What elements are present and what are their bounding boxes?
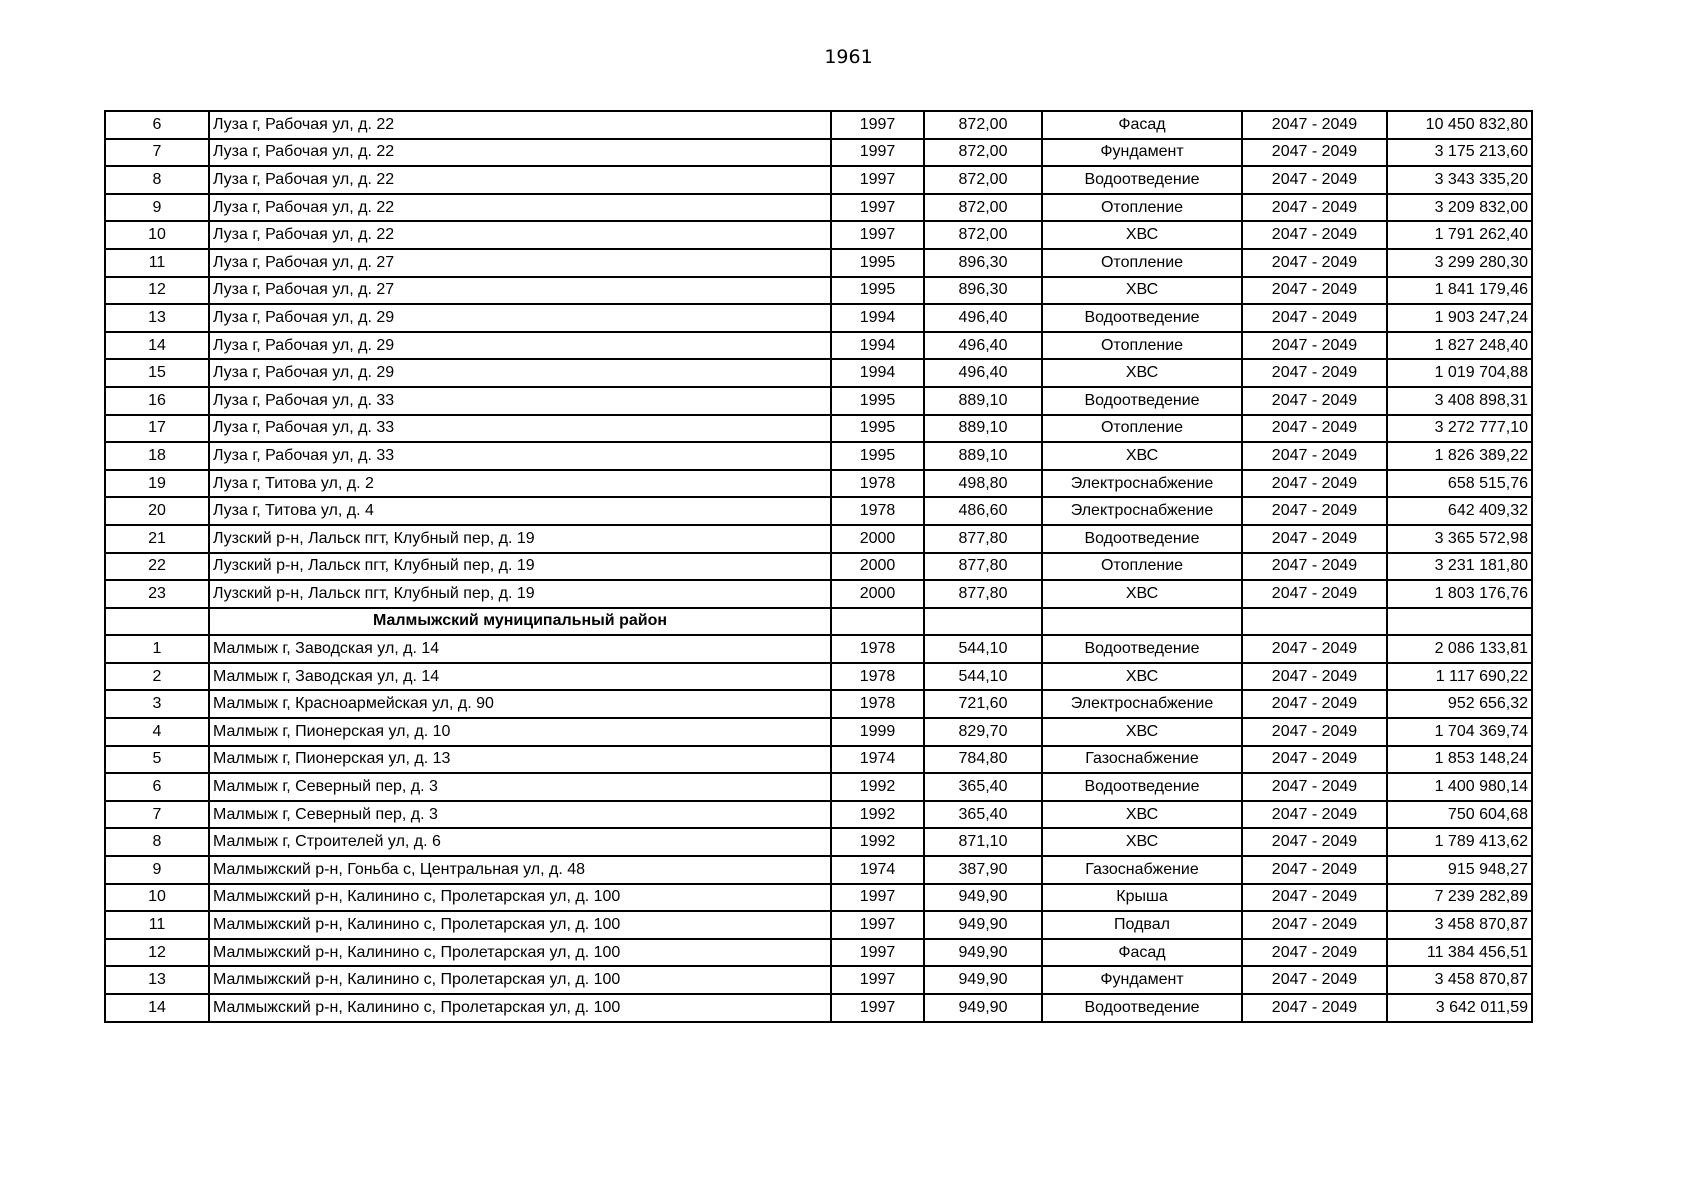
row-number-cell: 16 bbox=[105, 387, 209, 415]
period-cell: 2047 - 2049 bbox=[1242, 773, 1387, 801]
work-type-cell: ХВС bbox=[1042, 221, 1242, 249]
work-type-cell: ХВС bbox=[1042, 718, 1242, 746]
period-cell: 2047 - 2049 bbox=[1242, 442, 1387, 470]
work-type-cell: Водоотведение bbox=[1042, 304, 1242, 332]
build-year-cell: 1974 bbox=[831, 856, 924, 884]
cost-cell: 915 948,27 bbox=[1387, 856, 1532, 884]
area-cell: 896,30 bbox=[924, 249, 1042, 277]
area-cell: 496,40 bbox=[924, 304, 1042, 332]
area-cell: 877,80 bbox=[924, 525, 1042, 553]
table-row bbox=[105, 442, 1532, 470]
period-cell: 2047 - 2049 bbox=[1242, 746, 1387, 774]
table-row bbox=[105, 415, 1532, 443]
row-number-cell: 14 bbox=[105, 994, 209, 1022]
build-year-cell: 1995 bbox=[831, 277, 924, 305]
area-cell: 872,00 bbox=[924, 221, 1042, 249]
cost-cell: 3 209 832,00 bbox=[1387, 194, 1532, 222]
work-type-cell: Водоотведение bbox=[1042, 994, 1242, 1022]
table-row bbox=[105, 387, 1532, 415]
work-type-cell: Фундамент bbox=[1042, 139, 1242, 167]
cost-cell: 3 365 572,98 bbox=[1387, 525, 1532, 553]
area-cell: 387,90 bbox=[924, 856, 1042, 884]
cost-cell: 658 515,76 bbox=[1387, 470, 1532, 498]
area-cell: 889,10 bbox=[924, 387, 1042, 415]
build-year-cell: 1999 bbox=[831, 718, 924, 746]
work-type-cell: Газоснабжение bbox=[1042, 746, 1242, 774]
period-cell: 2047 - 2049 bbox=[1242, 111, 1387, 139]
work-type-cell: Водоотведение bbox=[1042, 166, 1242, 194]
area-cell: 896,30 bbox=[924, 277, 1042, 305]
row-number-cell: 22 bbox=[105, 553, 209, 581]
cost-cell: 1 841 179,46 bbox=[1387, 277, 1532, 305]
cost-cell: 1 791 262,40 bbox=[1387, 221, 1532, 249]
build-year-cell: 1997 bbox=[831, 111, 924, 139]
row-number-cell: 19 bbox=[105, 470, 209, 498]
table-row bbox=[105, 525, 1532, 553]
work-type-cell: Отопление bbox=[1042, 415, 1242, 443]
table-row bbox=[105, 939, 1532, 967]
area-cell: 829,70 bbox=[924, 718, 1042, 746]
section-header-row bbox=[105, 608, 1532, 636]
table-row bbox=[105, 884, 1532, 912]
area-cell: 365,40 bbox=[924, 801, 1042, 829]
build-year-cell: 1995 bbox=[831, 387, 924, 415]
address-cell: Луза г, Рабочая ул, д. 29 bbox=[209, 304, 831, 332]
work-type-cell: Водоотведение bbox=[1042, 387, 1242, 415]
capital-repair-table bbox=[104, 110, 1533, 1023]
cost-cell: 7 239 282,89 bbox=[1387, 884, 1532, 912]
row-number-cell: 3 bbox=[105, 690, 209, 718]
cost-cell: 3 458 870,87 bbox=[1387, 966, 1532, 994]
build-year-cell: 1978 bbox=[831, 497, 924, 525]
build-year-cell: 1994 bbox=[831, 304, 924, 332]
period-cell: 2047 - 2049 bbox=[1242, 580, 1387, 608]
build-year-cell: 1992 bbox=[831, 773, 924, 801]
row-number-cell: 23 bbox=[105, 580, 209, 608]
work-type-cell: Фасад bbox=[1042, 939, 1242, 967]
cost-cell: 1 903 247,24 bbox=[1387, 304, 1532, 332]
table-row bbox=[105, 966, 1532, 994]
period-cell: 2047 - 2049 bbox=[1242, 884, 1387, 912]
build-year-cell: 1978 bbox=[831, 470, 924, 498]
area-cell: 872,00 bbox=[924, 166, 1042, 194]
table-row bbox=[105, 304, 1532, 332]
table-row bbox=[105, 773, 1532, 801]
work-type-cell: Крыша bbox=[1042, 884, 1242, 912]
cost-cell: 1 117 690,22 bbox=[1387, 663, 1532, 691]
area-cell bbox=[924, 608, 1042, 636]
table-row bbox=[105, 359, 1532, 387]
table-row bbox=[105, 221, 1532, 249]
area-cell: 872,00 bbox=[924, 194, 1042, 222]
build-year-cell: 1995 bbox=[831, 442, 924, 470]
period-cell: 2047 - 2049 bbox=[1242, 139, 1387, 167]
address-cell: Малмыж г, Строителей ул, д. 6 bbox=[209, 828, 831, 856]
address-cell: Малмыжский р-н, Калинино с, Пролетарская ул, д. 100 bbox=[209, 911, 831, 939]
period-cell: 2047 - 2049 bbox=[1242, 415, 1387, 443]
cost-cell: 3 272 777,10 bbox=[1387, 415, 1532, 443]
work-type-cell bbox=[1042, 608, 1242, 636]
row-number-cell: 15 bbox=[105, 359, 209, 387]
period-cell: 2047 - 2049 bbox=[1242, 856, 1387, 884]
address-cell: Луза г, Рабочая ул, д. 22 bbox=[209, 111, 831, 139]
area-cell: 784,80 bbox=[924, 746, 1042, 774]
cost-cell: 2 086 133,81 bbox=[1387, 635, 1532, 663]
row-number-cell: 12 bbox=[105, 277, 209, 305]
cost-cell: 1 853 148,24 bbox=[1387, 746, 1532, 774]
address-cell: Малмыжский р-н, Гоньба с, Центральная ул, д. 48 bbox=[209, 856, 831, 884]
address-cell: Луза г, Рабочая ул, д. 27 bbox=[209, 277, 831, 305]
work-type-cell: ХВС bbox=[1042, 580, 1242, 608]
address-cell: Лузский р-н, Лальск пгт, Клубный пер, д. 19 bbox=[209, 580, 831, 608]
table-row bbox=[105, 994, 1532, 1022]
address-cell: Лузский р-н, Лальск пгт, Клубный пер, д. 19 bbox=[209, 553, 831, 581]
cost-cell: 3 408 898,31 bbox=[1387, 387, 1532, 415]
build-year-cell: 1997 bbox=[831, 884, 924, 912]
build-year-cell: 1997 bbox=[831, 221, 924, 249]
period-cell: 2047 - 2049 bbox=[1242, 828, 1387, 856]
area-cell: 877,80 bbox=[924, 553, 1042, 581]
cost-cell: 1 400 980,14 bbox=[1387, 773, 1532, 801]
period-cell: 2047 - 2049 bbox=[1242, 470, 1387, 498]
work-type-cell: Фасад bbox=[1042, 111, 1242, 139]
row-number-cell: 5 bbox=[105, 746, 209, 774]
address-cell: Луза г, Титова ул, д. 4 bbox=[209, 497, 831, 525]
build-year-cell: 1992 bbox=[831, 828, 924, 856]
table-row bbox=[105, 249, 1532, 277]
work-type-cell: ХВС bbox=[1042, 277, 1242, 305]
table-row bbox=[105, 194, 1532, 222]
address-cell: Малмыж г, Заводская ул, д. 14 bbox=[209, 663, 831, 691]
period-cell: 2047 - 2049 bbox=[1242, 332, 1387, 360]
period-cell: 2047 - 2049 bbox=[1242, 939, 1387, 967]
row-number-cell: 9 bbox=[105, 194, 209, 222]
area-cell: 949,90 bbox=[924, 939, 1042, 967]
table-row bbox=[105, 332, 1532, 360]
build-year-cell: 1994 bbox=[831, 332, 924, 360]
period-cell: 2047 - 2049 bbox=[1242, 221, 1387, 249]
row-number-cell: 13 bbox=[105, 966, 209, 994]
row-number-cell: 7 bbox=[105, 139, 209, 167]
period-cell: 2047 - 2049 bbox=[1242, 304, 1387, 332]
work-type-cell: Отопление bbox=[1042, 332, 1242, 360]
build-year-cell: 1978 bbox=[831, 635, 924, 663]
table-row bbox=[105, 580, 1532, 608]
build-year-cell: 1995 bbox=[831, 415, 924, 443]
area-cell: 365,40 bbox=[924, 773, 1042, 801]
table-row bbox=[105, 277, 1532, 305]
period-cell: 2047 - 2049 bbox=[1242, 249, 1387, 277]
cost-cell: 1 789 413,62 bbox=[1387, 828, 1532, 856]
period-cell: 2047 - 2049 bbox=[1242, 525, 1387, 553]
row-number-cell: 8 bbox=[105, 828, 209, 856]
build-year-cell: 1994 bbox=[831, 359, 924, 387]
table-body bbox=[105, 111, 1532, 1022]
row-number-cell bbox=[105, 608, 209, 636]
row-number-cell: 10 bbox=[105, 884, 209, 912]
area-cell: 544,10 bbox=[924, 635, 1042, 663]
build-year-cell: 1997 bbox=[831, 994, 924, 1022]
area-cell: 877,80 bbox=[924, 580, 1042, 608]
area-cell: 949,90 bbox=[924, 884, 1042, 912]
row-number-cell: 1 bbox=[105, 635, 209, 663]
address-cell: Малмыжский р-н, Калинино с, Пролетарская ул, д. 100 bbox=[209, 884, 831, 912]
period-cell: 2047 - 2049 bbox=[1242, 277, 1387, 305]
cost-cell: 3 458 870,87 bbox=[1387, 911, 1532, 939]
work-type-cell: Отопление bbox=[1042, 553, 1242, 581]
build-year-cell: 1997 bbox=[831, 139, 924, 167]
address-cell: Луза г, Рабочая ул, д. 22 bbox=[209, 166, 831, 194]
table-row bbox=[105, 166, 1532, 194]
area-cell: 889,10 bbox=[924, 415, 1042, 443]
work-type-cell: Фундамент bbox=[1042, 966, 1242, 994]
address-cell: Луза г, Рабочая ул, д. 33 bbox=[209, 387, 831, 415]
period-cell: 2047 - 2049 bbox=[1242, 690, 1387, 718]
area-cell: 949,90 bbox=[924, 994, 1042, 1022]
cost-cell: 3 343 335,20 bbox=[1387, 166, 1532, 194]
work-type-cell: Электроснабжение bbox=[1042, 690, 1242, 718]
build-year-cell: 1997 bbox=[831, 166, 924, 194]
period-cell: 2047 - 2049 bbox=[1242, 718, 1387, 746]
work-type-cell: ХВС bbox=[1042, 442, 1242, 470]
page-number: 1961 bbox=[824, 46, 873, 68]
address-cell: Малмыж г, Заводская ул, д. 14 bbox=[209, 635, 831, 663]
table-row bbox=[105, 690, 1532, 718]
build-year-cell: 1992 bbox=[831, 801, 924, 829]
period-cell: 2047 - 2049 bbox=[1242, 635, 1387, 663]
area-cell: 498,80 bbox=[924, 470, 1042, 498]
table-row bbox=[105, 139, 1532, 167]
build-year-cell: 2000 bbox=[831, 580, 924, 608]
period-cell: 2047 - 2049 bbox=[1242, 359, 1387, 387]
table-row bbox=[105, 801, 1532, 829]
area-cell: 949,90 bbox=[924, 966, 1042, 994]
area-cell: 949,90 bbox=[924, 911, 1042, 939]
table-row bbox=[105, 663, 1532, 691]
address-cell: Луза г, Рабочая ул, д. 33 bbox=[209, 442, 831, 470]
cost-cell: 3 231 181,80 bbox=[1387, 553, 1532, 581]
build-year-cell: 1978 bbox=[831, 663, 924, 691]
work-type-cell: Электроснабжение bbox=[1042, 470, 1242, 498]
table-row bbox=[105, 746, 1532, 774]
build-year-cell: 1997 bbox=[831, 939, 924, 967]
cost-cell: 750 604,68 bbox=[1387, 801, 1532, 829]
address-cell: Малмыж г, Северный пер, д. 3 bbox=[209, 801, 831, 829]
row-number-cell: 17 bbox=[105, 415, 209, 443]
period-cell: 2047 - 2049 bbox=[1242, 387, 1387, 415]
address-cell: Малмыжский р-н, Калинино с, Пролетарская ул, д. 100 bbox=[209, 939, 831, 967]
table-row bbox=[105, 635, 1532, 663]
row-number-cell: 11 bbox=[105, 249, 209, 277]
area-cell: 496,40 bbox=[924, 359, 1042, 387]
cost-cell: 1 803 176,76 bbox=[1387, 580, 1532, 608]
address-cell: Малмыжский р-н, Калинино с, Пролетарская ул, д. 100 bbox=[209, 994, 831, 1022]
period-cell: 2047 - 2049 bbox=[1242, 553, 1387, 581]
cost-cell: 3 299 280,30 bbox=[1387, 249, 1532, 277]
area-cell: 496,40 bbox=[924, 332, 1042, 360]
period-cell: 2047 - 2049 bbox=[1242, 497, 1387, 525]
table-row bbox=[105, 111, 1532, 139]
address-cell: Луза г, Рабочая ул, д. 22 bbox=[209, 194, 831, 222]
cost-cell: 952 656,32 bbox=[1387, 690, 1532, 718]
cost-cell bbox=[1387, 608, 1532, 636]
build-year-cell: 1974 bbox=[831, 746, 924, 774]
work-type-cell: Подвал bbox=[1042, 911, 1242, 939]
area-cell: 486,60 bbox=[924, 497, 1042, 525]
period-cell: 2047 - 2049 bbox=[1242, 994, 1387, 1022]
section-title: Малмыжский муниципальный район bbox=[209, 608, 831, 636]
area-cell: 872,00 bbox=[924, 139, 1042, 167]
row-number-cell: 12 bbox=[105, 939, 209, 967]
cost-cell: 1 826 389,22 bbox=[1387, 442, 1532, 470]
address-cell: Луза г, Рабочая ул, д. 22 bbox=[209, 221, 831, 249]
period-cell: 2047 - 2049 bbox=[1242, 663, 1387, 691]
build-year-cell: 1997 bbox=[831, 194, 924, 222]
work-type-cell: Отопление bbox=[1042, 249, 1242, 277]
address-cell: Малмыж г, Северный пер, д. 3 bbox=[209, 773, 831, 801]
cost-cell: 1 704 369,74 bbox=[1387, 718, 1532, 746]
period-cell: 2047 - 2049 bbox=[1242, 911, 1387, 939]
row-number-cell: 18 bbox=[105, 442, 209, 470]
table-row bbox=[105, 828, 1532, 856]
cost-cell: 11 384 456,51 bbox=[1387, 939, 1532, 967]
address-cell: Луза г, Титова ул, д. 2 bbox=[209, 470, 831, 498]
row-number-cell: 6 bbox=[105, 111, 209, 139]
row-number-cell: 20 bbox=[105, 497, 209, 525]
area-cell: 872,00 bbox=[924, 111, 1042, 139]
table-row bbox=[105, 718, 1532, 746]
cost-cell: 1 019 704,88 bbox=[1387, 359, 1532, 387]
work-type-cell: Электроснабжение bbox=[1042, 497, 1242, 525]
area-cell: 871,10 bbox=[924, 828, 1042, 856]
row-number-cell: 14 bbox=[105, 332, 209, 360]
address-cell: Малмыж г, Пионерская ул, д. 10 bbox=[209, 718, 831, 746]
work-type-cell: Отопление bbox=[1042, 194, 1242, 222]
build-year-cell: 1995 bbox=[831, 249, 924, 277]
work-type-cell: Газоснабжение bbox=[1042, 856, 1242, 884]
cost-cell: 3 175 213,60 bbox=[1387, 139, 1532, 167]
work-type-cell: ХВС bbox=[1042, 359, 1242, 387]
work-type-cell: Водоотведение bbox=[1042, 635, 1242, 663]
period-cell bbox=[1242, 608, 1387, 636]
row-number-cell: 4 bbox=[105, 718, 209, 746]
build-year-cell bbox=[831, 608, 924, 636]
build-year-cell: 2000 bbox=[831, 553, 924, 581]
address-cell: Малмыжский р-н, Калинино с, Пролетарская ул, д. 100 bbox=[209, 966, 831, 994]
address-cell: Луза г, Рабочая ул, д. 29 bbox=[209, 332, 831, 360]
row-number-cell: 9 bbox=[105, 856, 209, 884]
area-cell: 544,10 bbox=[924, 663, 1042, 691]
row-number-cell: 2 bbox=[105, 663, 209, 691]
address-cell: Луза г, Рабочая ул, д. 27 bbox=[209, 249, 831, 277]
table-row bbox=[105, 911, 1532, 939]
row-number-cell: 6 bbox=[105, 773, 209, 801]
table-row bbox=[105, 470, 1532, 498]
work-type-cell: ХВС bbox=[1042, 828, 1242, 856]
period-cell: 2047 - 2049 bbox=[1242, 966, 1387, 994]
work-type-cell: Водоотведение bbox=[1042, 773, 1242, 801]
address-cell: Луза г, Рабочая ул, д. 22 bbox=[209, 139, 831, 167]
row-number-cell: 13 bbox=[105, 304, 209, 332]
cost-cell: 642 409,32 bbox=[1387, 497, 1532, 525]
cost-cell: 1 827 248,40 bbox=[1387, 332, 1532, 360]
period-cell: 2047 - 2049 bbox=[1242, 194, 1387, 222]
address-cell: Луза г, Рабочая ул, д. 33 bbox=[209, 415, 831, 443]
build-year-cell: 1997 bbox=[831, 966, 924, 994]
row-number-cell: 10 bbox=[105, 221, 209, 249]
row-number-cell: 11 bbox=[105, 911, 209, 939]
area-cell: 721,60 bbox=[924, 690, 1042, 718]
work-type-cell: ХВС bbox=[1042, 801, 1242, 829]
cost-cell: 10 450 832,80 bbox=[1387, 111, 1532, 139]
work-type-cell: ХВС bbox=[1042, 663, 1242, 691]
row-number-cell: 8 bbox=[105, 166, 209, 194]
address-cell: Луза г, Рабочая ул, д. 29 bbox=[209, 359, 831, 387]
build-year-cell: 2000 bbox=[831, 525, 924, 553]
work-type-cell: Водоотведение bbox=[1042, 525, 1242, 553]
address-cell: Малмыж г, Пионерская ул, д. 13 bbox=[209, 746, 831, 774]
address-cell: Лузский р-н, Лальск пгт, Клубный пер, д. 19 bbox=[209, 525, 831, 553]
row-number-cell: 21 bbox=[105, 525, 209, 553]
cost-cell: 3 642 011,59 bbox=[1387, 994, 1532, 1022]
period-cell: 2047 - 2049 bbox=[1242, 166, 1387, 194]
table-row bbox=[105, 553, 1532, 581]
table-row bbox=[105, 856, 1532, 884]
period-cell: 2047 - 2049 bbox=[1242, 801, 1387, 829]
area-cell: 889,10 bbox=[924, 442, 1042, 470]
address-cell: Малмыж г, Красноармейская ул, д. 90 bbox=[209, 690, 831, 718]
table-row bbox=[105, 497, 1532, 525]
build-year-cell: 1997 bbox=[831, 911, 924, 939]
row-number-cell: 7 bbox=[105, 801, 209, 829]
build-year-cell: 1978 bbox=[831, 690, 924, 718]
